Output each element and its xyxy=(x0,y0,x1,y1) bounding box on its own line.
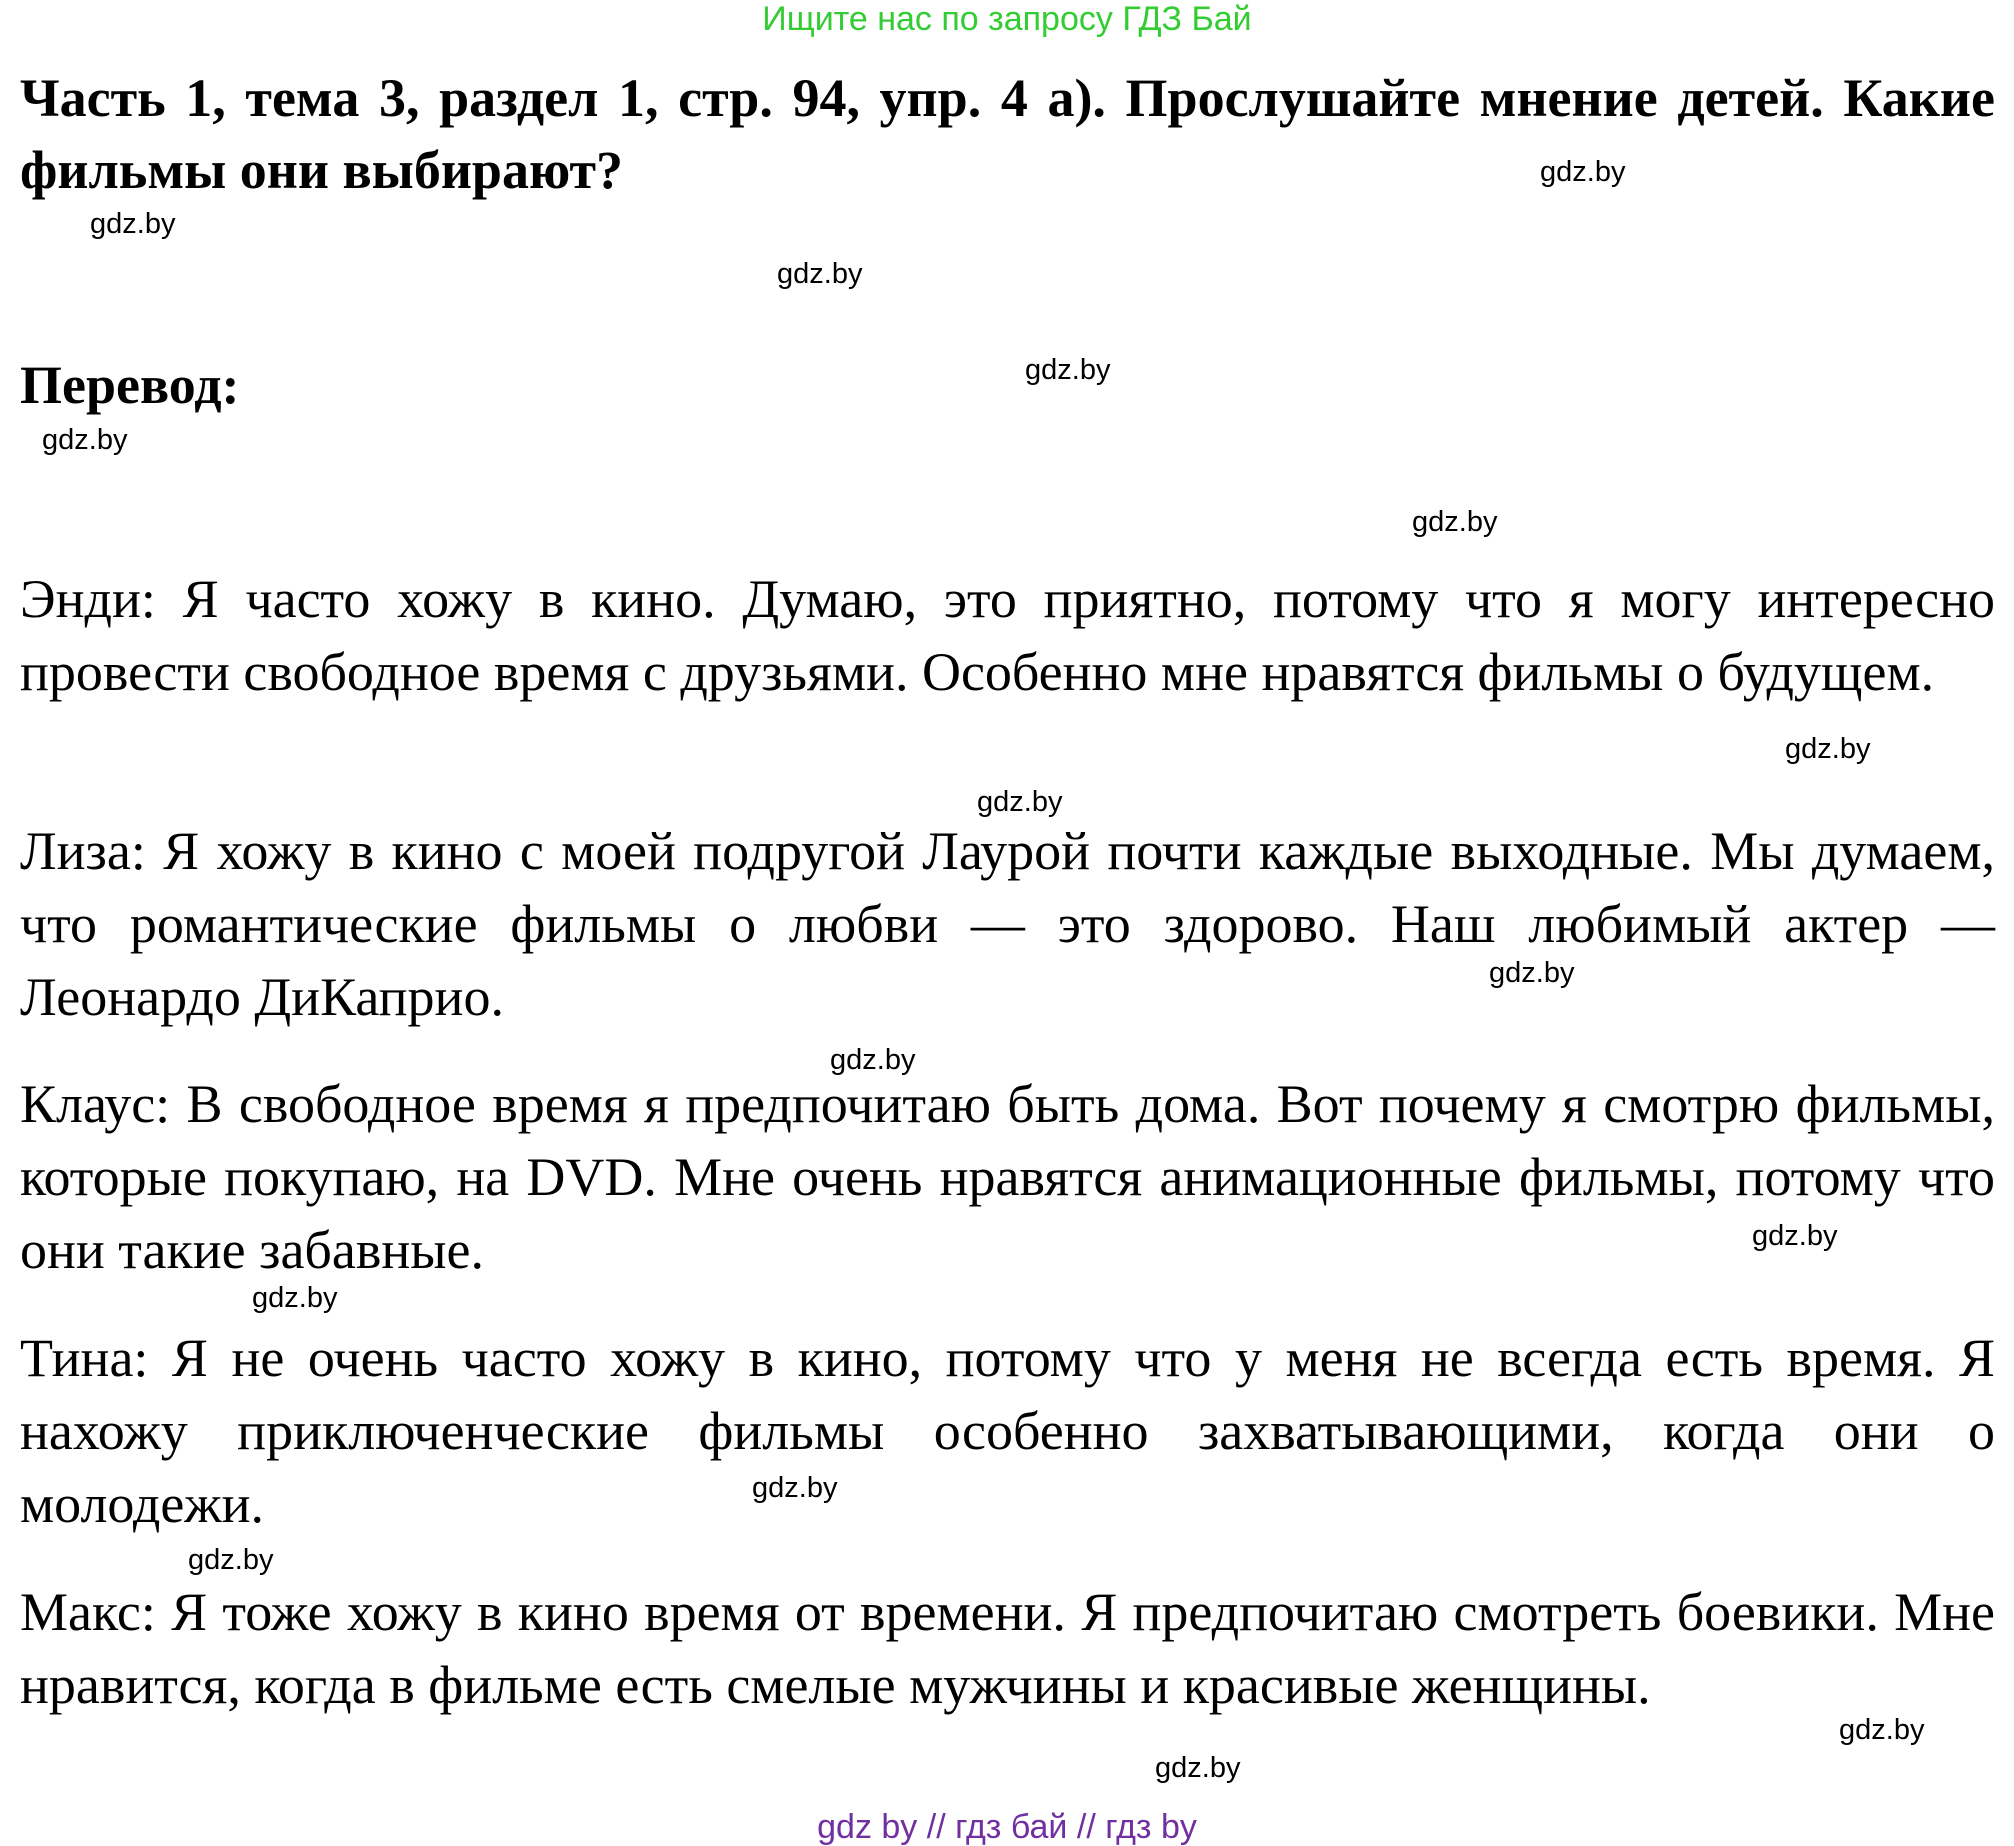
paragraph-andy: Энди: Я часто хожу в кино. Думаю, это приятно, потому что я могу интересно провести свободное время с друзьями. Особенно мне нравятся фильмы о будущем. xyxy=(20,569,1995,702)
watermark: gdz.by xyxy=(42,424,128,456)
paragraph-klaus: Клаус: В свободное время я предпочитаю быть дома. Вот почему я смотрю фильмы, которые покупаю, на DVD. Мне очень нравятся анимационные фильмы, потому что они такие забавные. xyxy=(20,1074,1995,1280)
watermark: gdz.by xyxy=(1752,1220,1838,1252)
translation-title: Перевод: xyxy=(20,355,240,415)
watermark: gdz.by xyxy=(1489,957,1575,989)
watermark: gdz.by xyxy=(1155,1752,1241,1784)
watermark: gdz.by xyxy=(1025,354,1111,386)
watermark: gdz.by xyxy=(1540,156,1626,188)
watermark: gdz.by xyxy=(252,1282,338,1314)
exercise-heading: Часть 1, тема 3, раздел 1, стр. 94, упр. 4 а). Прослушайте мнение детей. Какие фильмы они выбирают? xyxy=(20,68,1995,200)
watermark: gdz.by xyxy=(830,1044,916,1076)
watermark: gdz.by xyxy=(1412,506,1498,538)
watermark: gdz.by xyxy=(752,1472,838,1504)
top-banner: Ищите нас по запросу ГДЗ Бай xyxy=(762,0,1252,38)
watermark: gdz.by xyxy=(777,258,863,290)
paragraph-max: Макс: Я тоже хожу в кино время от времени. Я предпочитаю смотреть боевики. Мне нравится, когда в фильме есть смелые мужчины и красивые женщины. xyxy=(20,1582,1995,1715)
paragraph-tina: Тина: Я не очень часто хожу в кино, потому что у меня не всегда есть время. Я нахожу приключенческие фильмы особенно захватывающими, когда они о молодежи. xyxy=(20,1328,1995,1534)
watermark: gdz.by xyxy=(977,786,1063,818)
watermark: gdz.by xyxy=(90,208,176,240)
paragraph-liza: Лиза: Я хожу в кино с моей подругой Лаурой почти каждые выходные. Мы думаем, что романтические фильмы о любви — это здорово. Наш любимый актер — Леонардо ДиКаприо. xyxy=(20,821,1995,1027)
footer-links: gdz by // гдз бай // гдз by xyxy=(817,1808,1197,1846)
watermark: gdz.by xyxy=(1839,1714,1925,1746)
watermark: gdz.by xyxy=(1785,733,1871,765)
watermark: gdz.by xyxy=(188,1544,274,1576)
